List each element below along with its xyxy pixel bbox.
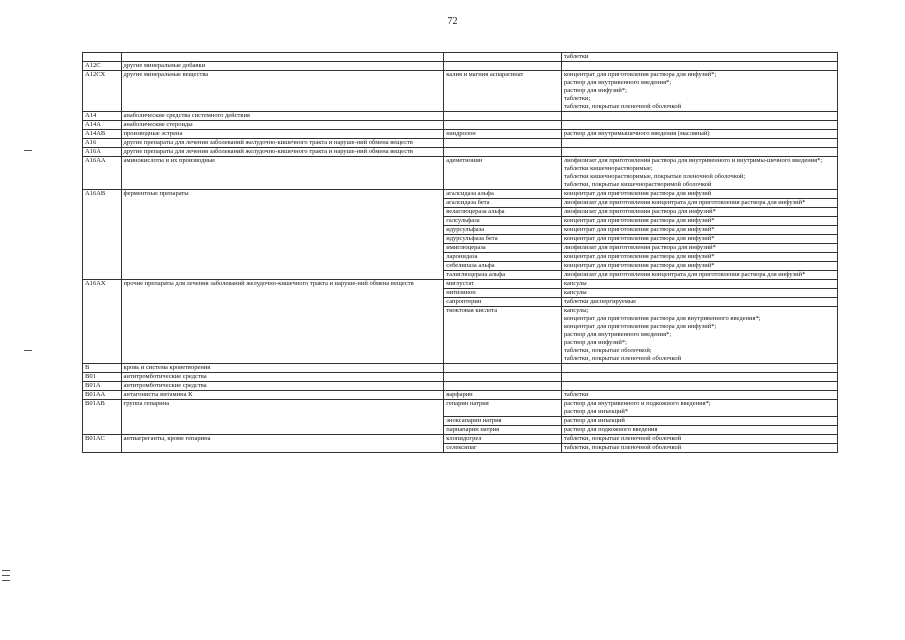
- atc-code: A16AX: [85, 280, 106, 287]
- table-row: [83, 71, 838, 112]
- dosage-form: раствор для внутривенного введения*;: [563, 79, 672, 86]
- forms-cell: [561, 373, 837, 382]
- group-cell: [121, 62, 444, 71]
- forms-cell: [561, 382, 837, 391]
- forms-cell: [561, 400, 837, 417]
- forms-cell: [561, 130, 837, 139]
- table-row: [83, 157, 838, 190]
- forms-cell: [561, 280, 837, 289]
- drug-cell: [444, 364, 562, 373]
- dosage-form: таблетки кишечнорастворимые, покрытые пленочной оболочкой;: [563, 173, 746, 180]
- dosage-form: концентрат для приготовления раствора для инфузий*: [563, 262, 715, 269]
- atc-code: B: [85, 364, 90, 371]
- group-cell: [121, 262, 444, 271]
- table-row: [83, 139, 838, 148]
- drug-name: идурсульфаза: [446, 226, 485, 233]
- forms-cell: [561, 208, 837, 217]
- drug-name: велаглюцераза альфа: [446, 208, 505, 215]
- group-name: ферментные препараты: [123, 190, 189, 197]
- code-cell: [83, 226, 122, 235]
- forms-cell: [561, 244, 837, 253]
- drug-name: нитизинон: [446, 289, 476, 296]
- dosage-form: капсулы: [563, 289, 587, 296]
- drug-cell: [444, 444, 562, 453]
- group-name: кровь и система кроветворения: [123, 364, 211, 371]
- drug-cell: [444, 53, 562, 62]
- group-cell: [121, 444, 444, 453]
- table-row: [83, 121, 838, 130]
- drug-cell: [444, 280, 562, 289]
- drug-name: агалсидаза бета: [446, 199, 490, 206]
- drug-cell: [444, 139, 562, 148]
- group-name: антагонисты витамина К: [123, 391, 193, 398]
- group-cell: [121, 364, 444, 373]
- table-row: [83, 298, 838, 307]
- dosage-form: раствор для инфузий*;: [563, 87, 627, 94]
- atc-code: B01AC: [85, 435, 105, 442]
- dosage-form: капсулы: [563, 280, 587, 287]
- code-cell: [83, 373, 122, 382]
- drug-cell: [444, 400, 562, 417]
- group-cell: [121, 435, 444, 444]
- forms-cell: [561, 253, 837, 262]
- table-row: [83, 444, 838, 453]
- forms-cell: [561, 298, 837, 307]
- atc-code: A14: [85, 112, 97, 119]
- drug-cell: [444, 217, 562, 226]
- group-name: анаболические стероиды: [123, 121, 193, 128]
- forms-cell: [561, 262, 837, 271]
- table-row: [83, 235, 838, 244]
- group-cell: [121, 157, 444, 190]
- drug-cell: [444, 235, 562, 244]
- dosage-form: концентрат для приготовления раствора для инфузий*;: [563, 323, 717, 330]
- table-row: [83, 62, 838, 71]
- atc-code: B01: [85, 373, 96, 380]
- code-cell: [83, 130, 122, 139]
- group-name: анаболические средства системного действия: [123, 112, 250, 119]
- forms-cell: [561, 435, 837, 444]
- atc-code: A16A: [85, 148, 101, 155]
- group-cell: [121, 217, 444, 226]
- dosage-form: таблетки: [563, 391, 589, 398]
- group-name: антиагреганты, кроме гепарина: [123, 435, 211, 442]
- group-cell: [121, 148, 444, 157]
- medication-table-body: [83, 53, 838, 453]
- table-row: [83, 53, 838, 62]
- dosage-form: раствор для подкожного введения: [563, 426, 658, 433]
- forms-cell: [561, 289, 837, 298]
- group-cell: [121, 400, 444, 417]
- code-cell: [83, 307, 122, 364]
- table-row: [83, 426, 838, 435]
- dosage-form: лиофилизат для приготовления раствора для инфузий*: [563, 244, 716, 251]
- code-cell: [83, 364, 122, 373]
- table-row: [83, 208, 838, 217]
- dosage-form: таблетки, покрытые пленочной оболочкой: [563, 444, 682, 451]
- dosage-form: таблетки;: [563, 95, 591, 102]
- code-cell: [83, 289, 122, 298]
- table-row: [83, 244, 838, 253]
- table-row: [83, 253, 838, 262]
- drug-name: варфарин: [446, 391, 473, 398]
- table-row: [83, 112, 838, 121]
- group-cell: [121, 121, 444, 130]
- forms-cell: [561, 71, 837, 112]
- table-row: [83, 280, 838, 289]
- dosage-form: таблетки, покрытые кишечнорастворимой оболочкой: [563, 181, 712, 188]
- drug-cell: [444, 71, 562, 112]
- drug-name: гепарин натрия: [446, 400, 489, 407]
- drug-name: талиглюцераза альфа: [446, 271, 506, 278]
- atc-code: A12CX: [85, 71, 106, 78]
- dosage-form: таблетки, покрытые пленочной оболочкой: [563, 103, 682, 110]
- group-name: другие препараты для лечения заболеваний желудочно-кишечного тракта и наруше-ний обмена веществ: [123, 139, 414, 146]
- forms-cell: [561, 217, 837, 226]
- code-cell: [83, 280, 122, 289]
- dosage-form: концентрат для приготовления раствора для инфузий*;: [563, 71, 717, 78]
- group-name: производные эстрена: [123, 130, 183, 137]
- drug-name: сапроптерин: [446, 298, 482, 305]
- group-cell: [121, 235, 444, 244]
- forms-cell: [561, 426, 837, 435]
- table-row: [83, 262, 838, 271]
- table-row: [83, 417, 838, 426]
- drug-cell: [444, 253, 562, 262]
- drug-name: адеметионин: [446, 157, 483, 164]
- group-cell: [121, 226, 444, 235]
- dosage-form: лиофилизат для приготовления концентрата для приготовления раствора для инфузий*: [563, 271, 806, 278]
- dosage-form: раствор для инъекций: [563, 417, 625, 424]
- page-number: 72: [447, 16, 458, 27]
- forms-cell: [561, 53, 837, 62]
- code-cell: [83, 148, 122, 157]
- forms-cell: [561, 112, 837, 121]
- dosage-form: раствор для внутримышечного введения (масляный): [563, 130, 710, 137]
- table-row: [83, 190, 838, 199]
- dosage-form: лиофилизат для приготовления концентрата для приготовления раствора для инфузий*: [563, 199, 806, 206]
- code-cell: [83, 435, 122, 444]
- drug-name: ларонидаза: [446, 253, 478, 260]
- atc-code: A12C: [85, 62, 101, 69]
- code-cell: [83, 71, 122, 112]
- forms-cell: [561, 148, 837, 157]
- group-cell: [121, 271, 444, 280]
- table-row: [83, 226, 838, 235]
- forms-cell: [561, 364, 837, 373]
- group-cell: [121, 417, 444, 426]
- drug-cell: [444, 307, 562, 364]
- forms-cell: [561, 139, 837, 148]
- group-cell: [121, 426, 444, 435]
- group-cell: [121, 280, 444, 289]
- code-cell: [83, 190, 122, 199]
- drug-name: эноксапарин натрия: [446, 417, 502, 424]
- margin-mark: [24, 150, 32, 151]
- group-cell: [121, 53, 444, 62]
- forms-cell: [561, 271, 837, 280]
- group-name: группа гепарина: [123, 400, 170, 407]
- forms-cell: [561, 391, 837, 400]
- table-row: [83, 130, 838, 139]
- forms-cell: [561, 199, 837, 208]
- dosage-form: концентрат для приготовления раствора для инфузий*: [563, 217, 715, 224]
- drug-cell: [444, 426, 562, 435]
- forms-cell: [561, 62, 837, 71]
- drug-name: себелипаза альфа: [446, 262, 495, 269]
- drug-name: клопидогрел: [446, 435, 482, 442]
- dosage-form: концентрат для приготовления раствора для инфузий*: [563, 226, 715, 233]
- group-name: другие минеральные вещества: [123, 71, 209, 78]
- drug-cell: [444, 121, 562, 130]
- code-cell: [83, 253, 122, 262]
- forms-cell: [561, 444, 837, 453]
- table-row: [83, 400, 838, 417]
- dosage-form: таблетки, покрытые пленочной оболочкой: [563, 435, 682, 442]
- code-cell: [83, 417, 122, 426]
- dosage-form: таблетки: [563, 53, 589, 60]
- group-cell: [121, 244, 444, 253]
- drug-cell: [444, 298, 562, 307]
- drug-name: галсульфаза: [446, 217, 480, 224]
- dosage-form: лиофилизат для приготовления раствора для инфузий*: [563, 208, 716, 215]
- code-cell: [83, 400, 122, 417]
- drug-cell: [444, 148, 562, 157]
- drug-cell: [444, 112, 562, 121]
- dosage-form: раствор для внутривенного введения*;: [563, 331, 672, 338]
- code-cell: [83, 271, 122, 280]
- forms-cell: [561, 121, 837, 130]
- dosage-form: таблетки диспергируемые: [563, 298, 637, 305]
- atc-code: A16AA: [85, 157, 106, 164]
- group-name: другие препараты для лечения заболеваний желудочно-кишечного тракта и наруше-ний обмена веществ: [123, 148, 414, 155]
- drug-cell: [444, 157, 562, 190]
- dosage-form: лиофилизат для приготовления раствора для внутривенного и внутримы-шечного введения*;: [563, 157, 823, 164]
- code-cell: [83, 157, 122, 190]
- drug-name: имиглюцераза: [446, 244, 486, 251]
- drug-cell: [444, 391, 562, 400]
- group-name: антитромботические средства: [123, 382, 207, 389]
- code-cell: [83, 112, 122, 121]
- group-name: антитромботические средства: [123, 373, 207, 380]
- atc-code: A16: [85, 139, 97, 146]
- dosage-form: концентрат для приготовления раствора для инфузий*: [563, 253, 715, 260]
- dosage-form: раствор для внутривенного и подкожного введения*;: [563, 400, 711, 407]
- group-name: аминокислоты и их производные: [123, 157, 216, 164]
- drug-name: парнапарин натрия: [446, 426, 500, 433]
- group-cell: [121, 190, 444, 199]
- table-row: [83, 217, 838, 226]
- table-row: [83, 199, 838, 208]
- margin-mark: [2, 575, 10, 576]
- drug-cell: [444, 435, 562, 444]
- group-name: прочие препараты для лечения заболеваний желудочно-кишечного тракта и наруше-ний обмена веществ: [123, 280, 414, 287]
- code-cell: [83, 199, 122, 208]
- code-cell: [83, 121, 122, 130]
- table-row: [83, 382, 838, 391]
- drug-cell: [444, 226, 562, 235]
- dosage-form: концентрат для приготовления раствора для внутривенного введения*;: [563, 315, 761, 322]
- dosage-form: раствор для инфузий*;: [563, 339, 627, 346]
- table-row: [83, 373, 838, 382]
- drug-name: селексипаг: [446, 444, 477, 451]
- group-name: другие минеральные добавки: [123, 62, 206, 69]
- code-cell: [83, 208, 122, 217]
- code-cell: [83, 391, 122, 400]
- forms-cell: [561, 157, 837, 190]
- group-cell: [121, 307, 444, 364]
- group-cell: [121, 253, 444, 262]
- code-cell: [83, 382, 122, 391]
- drug-cell: [444, 271, 562, 280]
- drug-name: идурсульфаза бета: [446, 235, 498, 242]
- dosage-form: таблетки, покрытые пленочной оболочкой: [563, 355, 682, 362]
- code-cell: [83, 262, 122, 271]
- dosage-form: таблетки, покрытые оболочкой;: [563, 347, 652, 354]
- table-row: [83, 271, 838, 280]
- atc-code: A16AB: [85, 190, 106, 197]
- medication-table: [82, 52, 838, 453]
- dosage-form: концентрат для приготовления раствора для инфузий: [563, 190, 712, 197]
- drug-cell: [444, 190, 562, 199]
- group-cell: [121, 139, 444, 148]
- drug-name: калия и магния аспарагинат: [446, 71, 524, 78]
- code-cell: [83, 53, 122, 62]
- drug-name: тиоктовая кислота: [446, 307, 498, 314]
- dosage-form: концентрат для приготовления раствора для инфузий*: [563, 235, 715, 242]
- atc-code: B01A: [85, 382, 101, 389]
- margin-mark: [2, 570, 10, 571]
- table-row: [83, 391, 838, 400]
- drug-name: нандролон: [446, 130, 476, 137]
- dosage-form: таблетки кишечнорастворимые;: [563, 165, 653, 172]
- drug-cell: [444, 130, 562, 139]
- code-cell: [83, 444, 122, 453]
- drug-cell: [444, 417, 562, 426]
- group-cell: [121, 391, 444, 400]
- forms-cell: [561, 307, 837, 364]
- code-cell: [83, 235, 122, 244]
- group-cell: [121, 112, 444, 121]
- atc-code: A14A: [85, 121, 101, 128]
- drug-cell: [444, 208, 562, 217]
- drug-cell: [444, 373, 562, 382]
- forms-cell: [561, 226, 837, 235]
- forms-cell: [561, 235, 837, 244]
- atc-code: A14AB: [85, 130, 106, 137]
- group-cell: [121, 71, 444, 112]
- group-cell: [121, 298, 444, 307]
- atc-code: B01AA: [85, 391, 106, 398]
- table-row: [83, 307, 838, 364]
- drug-cell: [444, 244, 562, 253]
- code-cell: [83, 426, 122, 435]
- forms-cell: [561, 417, 837, 426]
- code-cell: [83, 217, 122, 226]
- code-cell: [83, 139, 122, 148]
- drug-cell: [444, 262, 562, 271]
- code-cell: [83, 298, 122, 307]
- table-row: [83, 148, 838, 157]
- drug-name: агалсидаза альфа: [446, 190, 494, 197]
- group-cell: [121, 373, 444, 382]
- group-cell: [121, 382, 444, 391]
- forms-cell: [561, 190, 837, 199]
- drug-cell: [444, 289, 562, 298]
- table-row: [83, 364, 838, 373]
- drug-cell: [444, 199, 562, 208]
- drug-cell: [444, 382, 562, 391]
- dosage-form: раствор для инъекций*: [563, 408, 629, 415]
- table-row: [83, 435, 838, 444]
- margin-mark: [2, 580, 10, 581]
- table-row: [83, 289, 838, 298]
- code-cell: [83, 244, 122, 253]
- group-cell: [121, 208, 444, 217]
- group-cell: [121, 130, 444, 139]
- drug-name: миглустат: [446, 280, 475, 287]
- group-cell: [121, 289, 444, 298]
- dosage-form: капсулы;: [563, 307, 589, 314]
- code-cell: [83, 62, 122, 71]
- atc-code: B01AB: [85, 400, 105, 407]
- group-cell: [121, 199, 444, 208]
- margin-mark: [24, 350, 32, 351]
- drug-cell: [444, 62, 562, 71]
